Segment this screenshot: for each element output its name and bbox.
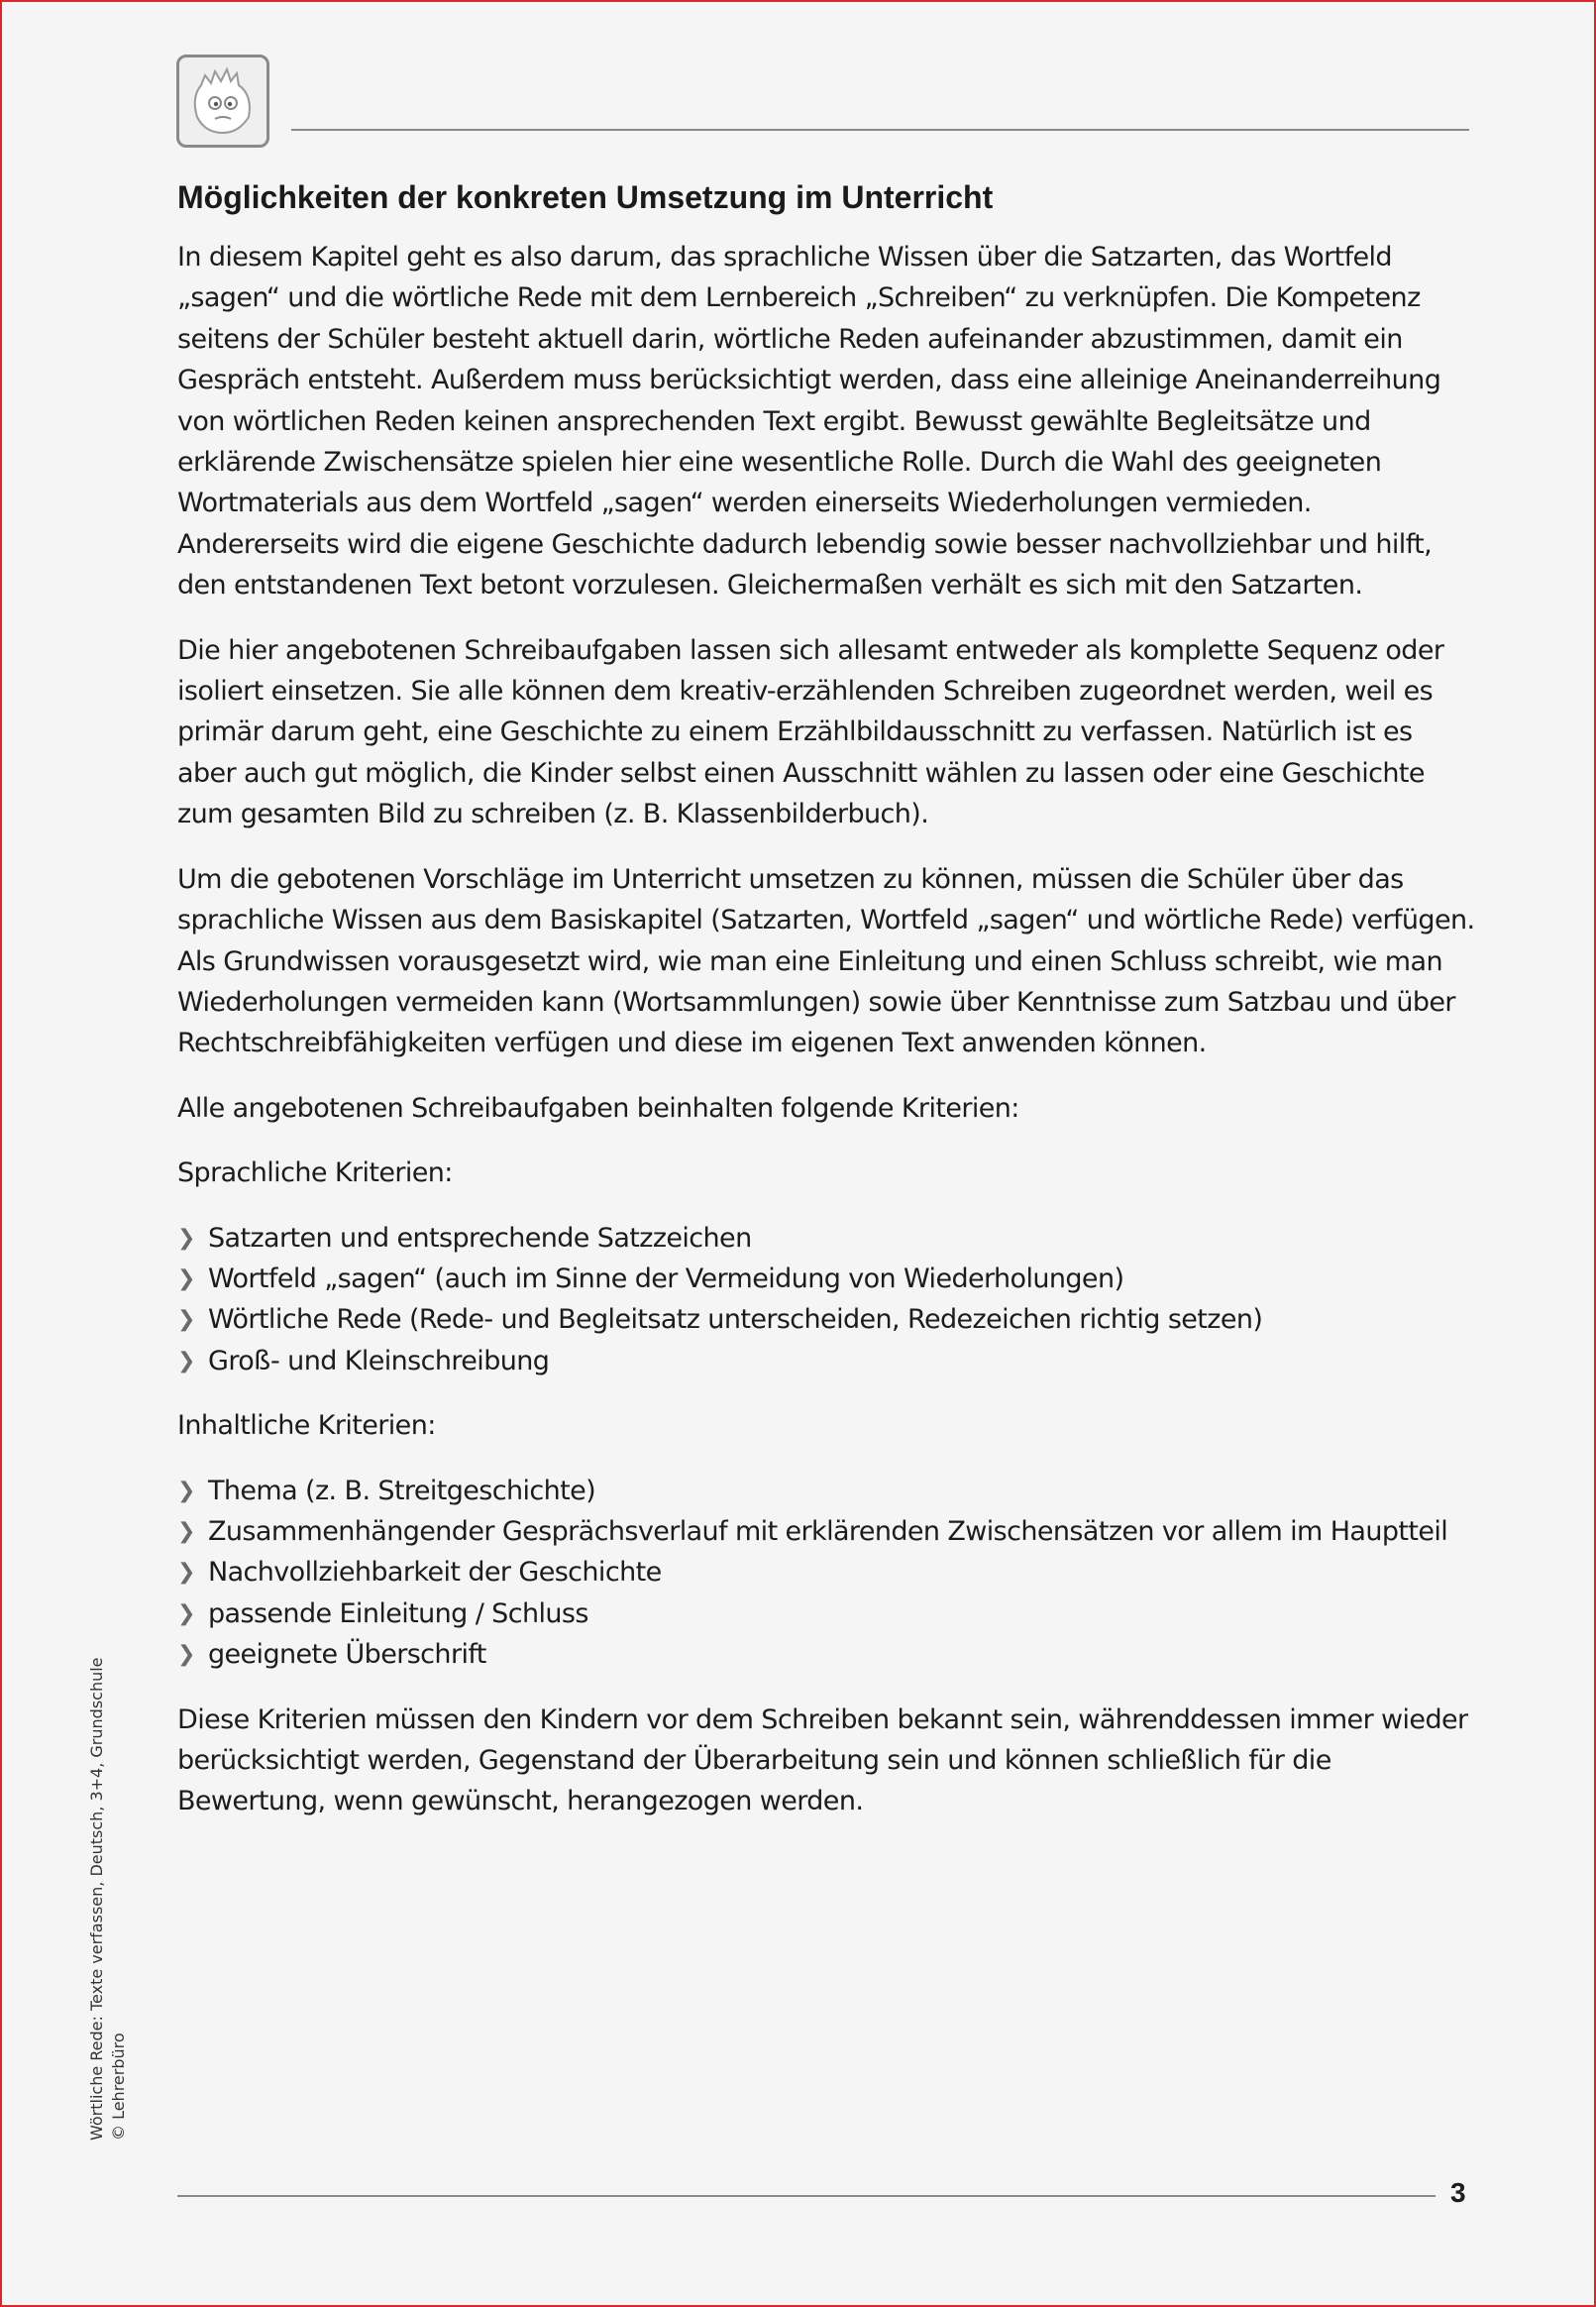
page-title: Möglichkeiten der konkreten Umsetzung im Unterricht bbox=[177, 179, 994, 215]
chevron-right-icon: ❯ bbox=[177, 1518, 195, 1544]
paragraph-2: Die hier angebotenen Schreibaufgaben lassen sich allesamt entweder als komplette Sequenz oder isoliert einsetzen. Sie alle können dem kreativ-erzählenden Schreiben zugeordnet werden, weil es primär darum geht, eine Geschichte zu einem Erzählbildausschnitt zu verfassen. Natürlich ist es aber auch gut möglich, die Kinder selbst einen Ausschnitt wählen zu lassen oder eine Geschichte zum gesamten Bild zu schreiben (z. B. Klassenbilderbuch). bbox=[177, 634, 1444, 830]
list-item: ❯ Satzarten und entsprechende Satzzeichen bbox=[177, 1218, 1475, 1259]
list-item: ❯ passende Einleitung / Schluss bbox=[177, 1593, 1475, 1634]
sidebar-copyright bbox=[86, 1657, 130, 2141]
list-item: ❯ Zusammenhängender Gesprächsverlauf mit erklärenden Zwischensätzen vor allem im Hauptteil bbox=[177, 1511, 1475, 1552]
inhaltliche-heading: Inhaltliche Kriterien: bbox=[177, 1410, 436, 1442]
paragraph-1: In diesem Kapitel geht es also darum, das sprachliche Wissen über die Satzarten, das Wortfeld „sagen“ und die wörtliche Rede mit dem Lernbereich „Schreiben“ zu verknüpfen. Die Kompetenz seitens der Schüler besteht aktuell darin, wörtliche Reden aufeinander abzustimmen, damit ein Gespräch entsteht. Außerdem muss berücksichtigt werden, dass eine alleinige Aneinanderreihung von wörtlichen Reden keinen ansprechenden Text ergibt. Bewusst gewählte Begleitsätze und erklärende Zwischensätze spielen hier eine wesentliche Rolle. Durch die Wahl des geeigneten Wortmaterials aus dem Wortfeld „sagen“ werden einerseits Wiederholungen vermieden. Andererseits wird die eigene Geschichte dadurch lebendig sowie besser nachvollziehbar und hilft, den entstandenen Text betont vorzulesen. Gleichermaßen verhält es sich mit den Satzarten. bbox=[177, 242, 1441, 602]
chevron-right-icon: ❯ bbox=[177, 1225, 195, 1251]
chevron-right-icon: ❯ bbox=[177, 1265, 195, 1291]
header-rule bbox=[291, 129, 1469, 131]
footer-rule bbox=[177, 2195, 1436, 2197]
sidebar-line-1: Wörtliche Rede: Texte verfassen, Deutsch, 3+4, Grundschule bbox=[87, 1657, 106, 2141]
chevron-right-icon: ❯ bbox=[177, 1307, 195, 1333]
list-item: ❯ Wörtliche Rede (Rede- und Begleitsatz unterscheiden, Redezeichen richtig setzen) bbox=[177, 1299, 1475, 1340]
list-item: ❯ Thema (z. B. Streitgeschichte) bbox=[177, 1471, 1475, 1511]
chevron-right-icon: ❯ bbox=[177, 1600, 195, 1626]
list-item: ❯ Nachvollziehbarkeit der Geschichte bbox=[177, 1552, 1475, 1593]
inhaltliche-list bbox=[177, 1471, 1475, 1676]
page-number: 3 bbox=[1450, 2177, 1466, 2208]
chevron-right-icon: ❯ bbox=[177, 1642, 195, 1668]
main-content bbox=[177, 175, 1475, 1846]
monster-mascot-icon bbox=[176, 55, 269, 148]
list-item: ❯ geeignete Überschrift bbox=[177, 1634, 1475, 1675]
sprachliche-list bbox=[177, 1218, 1475, 1382]
chevron-right-icon: ❯ bbox=[177, 1348, 195, 1373]
closing-paragraph: Diese Kriterien müssen den Kindern vor dem Schreiben bekannt sein, währenddessen immer wieder berücksichtigt werden, Gegenstand der Überarbeitung sein und können schließlich für die Bewertung, wenn gewünscht, herangezogen werden. bbox=[177, 1703, 1468, 1817]
chevron-right-icon: ❯ bbox=[177, 1478, 195, 1503]
list-item: ❯ Wortfeld „sagen“ (auch im Sinne der Vermeidung von Wiederholungen) bbox=[177, 1259, 1475, 1299]
chevron-right-icon: ❯ bbox=[177, 1560, 195, 1586]
paragraph-3: Um die gebotenen Vorschläge im Unterricht umsetzen zu können, müssen die Schüler über das sprachliche Wissen aus dem Basiskapitel (Satzarten, Wortfeld „sagen“ und wörtliche Rede) verfügen. Als Grundwissen vorausgesetzt wird, wie man eine Einleitung und einen Schluss schreibt, wie man Wiederholungen vermeiden kann (Wortsammlungen) sowie über Kenntnisse zum Satzbau und über Rechtschreibfähigkeiten verfügen und diese im eigenen Text anwenden können. bbox=[177, 863, 1475, 1059]
paragraph-4: Alle angebotenen Schreibaufgaben beinhalten folgende Kriterien: bbox=[177, 1092, 1019, 1124]
list-item: ❯ Groß- und Kleinschreibung bbox=[177, 1341, 1475, 1381]
sprachliche-heading: Sprachliche Kriterien: bbox=[177, 1157, 453, 1189]
sidebar-line-2: © Lehrerbüro bbox=[109, 2032, 128, 2141]
